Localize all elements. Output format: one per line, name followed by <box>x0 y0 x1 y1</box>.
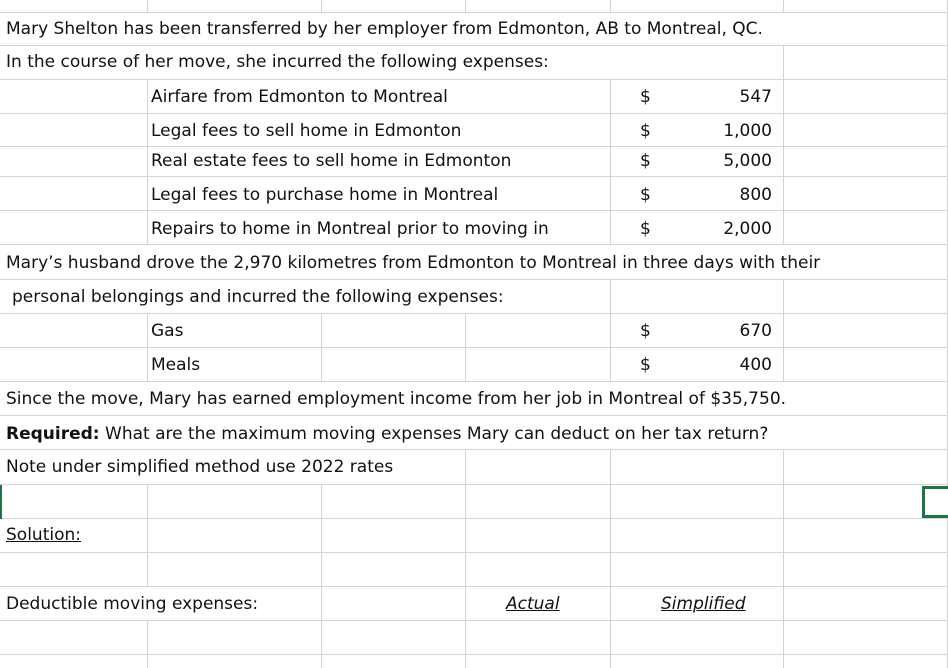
expense-label: Legal fees to purchase home in Montreal <box>151 185 499 205</box>
currency-symbol: $ <box>640 219 651 239</box>
required-question: What are the maximum moving expenses Mary can deduct on her tax return? <box>99 424 769 444</box>
row-gridline <box>0 518 948 519</box>
column-gridline <box>610 0 611 668</box>
currency-symbol: $ <box>640 185 651 205</box>
currency-symbol: $ <box>640 121 651 141</box>
currency-symbol: $ <box>640 151 651 171</box>
deductible-label: Deductible moving expenses: <box>6 594 259 614</box>
currency-symbol: $ <box>640 87 651 107</box>
solution-label: Solution: <box>6 525 81 545</box>
expense-label: Real estate fees to sell home in Edmonton <box>151 151 512 171</box>
row-gridline <box>0 654 948 655</box>
actual-column-header: Actual <box>506 594 560 614</box>
required-text <box>6 424 768 444</box>
travel-expense-label: Meals <box>151 355 201 375</box>
travel-expense-amount: 400 <box>739 355 772 375</box>
expense-label: Legal fees to sell home in Edmonton <box>151 121 462 141</box>
row-gridline <box>0 484 948 485</box>
income-text: Since the move, Mary has earned employment income from her job in Montreal of $35,750. <box>6 389 787 409</box>
travel-expense-amount: 670 <box>739 321 772 341</box>
expense-amount: 800 <box>739 185 772 205</box>
row-gridline <box>0 347 948 348</box>
expense-label: Airfare from Edmonton to Montreal <box>151 87 448 107</box>
currency-symbol: $ <box>640 321 651 341</box>
expense-amount: 2,000 <box>723 219 772 239</box>
column-gridline <box>783 0 784 668</box>
row-gridline <box>0 313 948 314</box>
intro-text: Mary Shelton has been transferred by her employer from Edmonton, AB to Montreal, QC. <box>6 19 763 39</box>
expense-label: Repairs to home in Montreal prior to moving in <box>151 219 549 239</box>
husband-text: Mary’s husband drove the 2,970 kilometres from Edmonton to Montreal in three days with their <box>6 253 821 273</box>
simplified-column-header: Simplified <box>661 594 746 614</box>
husband-text: personal belongings and incurred the following expenses: <box>12 287 504 307</box>
travel-expense-label: Gas <box>151 321 184 341</box>
expense-amount: 1,000 <box>723 121 772 141</box>
expense-amount: 547 <box>739 87 772 107</box>
intro-text: In the course of her move, she incurred the following expenses: <box>6 52 549 72</box>
selected-cell-border[interactable] <box>922 486 948 518</box>
required-prefix: Required: <box>6 424 100 444</box>
note-text: Note under simplified method use 2022 rates <box>6 457 394 477</box>
row-gridline <box>0 620 948 621</box>
row-gridline <box>0 552 948 553</box>
expense-amount: 5,000 <box>723 151 772 171</box>
currency-symbol: $ <box>640 355 651 375</box>
selection-edge <box>0 485 2 519</box>
